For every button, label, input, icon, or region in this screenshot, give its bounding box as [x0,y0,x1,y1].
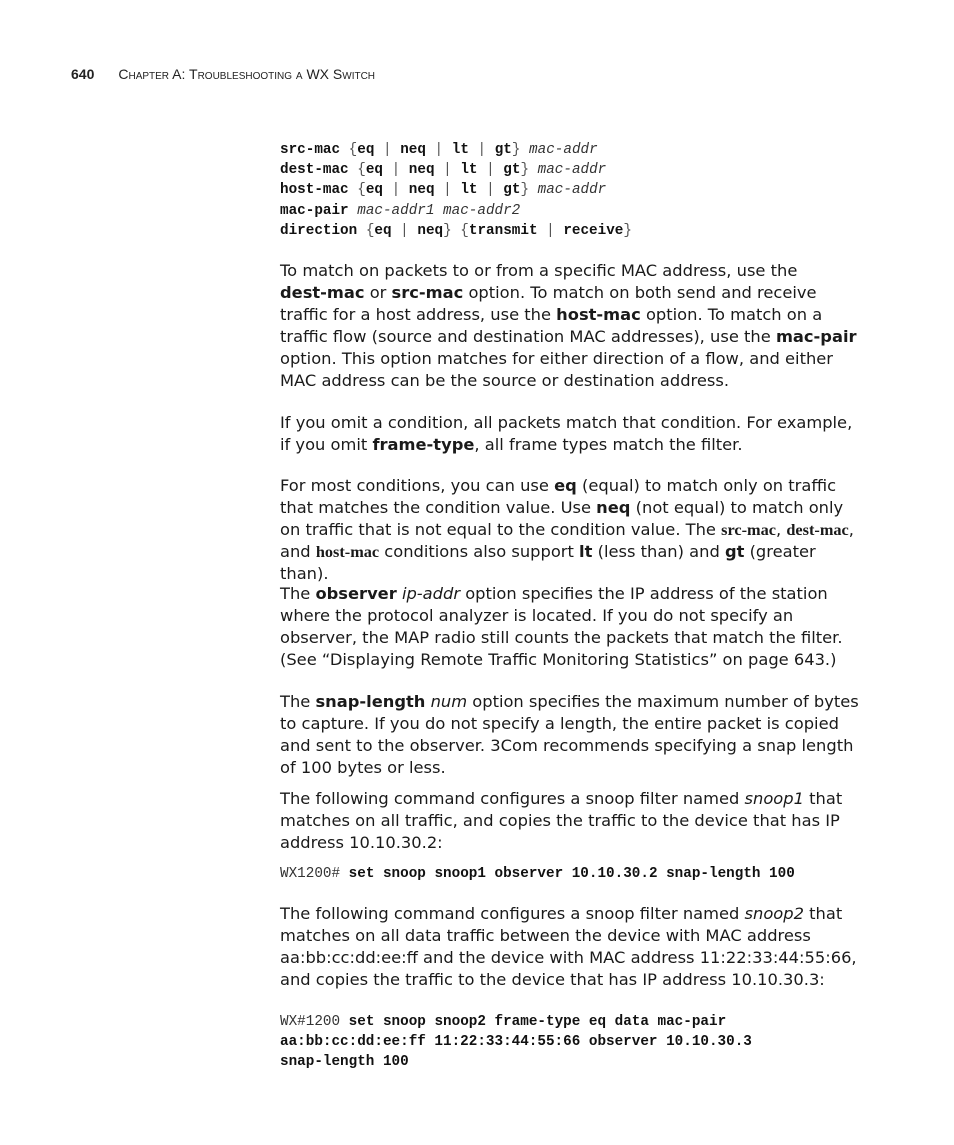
example1-code [280,864,795,884]
chapter-title: Chapter A: Troubleshooting a WX Switch [118,66,376,82]
example1-command: set snoop snoop1 observer 10.10.30.2 snap-length 100 [348,866,795,882]
example2-code [280,1012,752,1073]
syntax-line-dest-mac: dest-mac {eq | neq | lt | gt} mac-addr [280,162,607,179]
paragraph-snap-length: The snap-length num option specifies the maximum number of bytes to capture. If you do not specify a length, the entire packet is copied and sent to the observer. 3Com recommends specifying a snap length of 100 bytes or less. [280,692,859,777]
running-header [71,66,375,82]
paragraph-mac-options: To match on packets to or from a specific MAC address, use the dest-mac or src-mac option. To match on both send and receive traffic for a host address, use the host-mac option. To match on a traffic flow (source and destination MAC addresses), use the mac-pair option. This option matches for either direction of a flow, and either MAC address can be the source or destination address. [280,261,857,390]
paragraph-omit-condition: If you omit a condition, all packets match that condition. For example, if you omit frame-type, all frame types match the filter. [280,413,853,454]
paragraph-example2-intro: The following command configures a snoop filter named snoop2 that matches on all data traffic between the device with MAC address aa:bb:cc:dd:ee:ff and the device with MAC address 11:22:33:44:55:66, and copies the traffic to the device that has IP address 10.10.30.3: [280,904,857,989]
example2-line2: aa:bb:cc:dd:ee:ff 11:22:33:44:55:66 observer 10.10.30.3 [280,1034,752,1051]
example1-prompt: WX1200# [280,866,341,882]
syntax-block [280,140,632,241]
example2-line3: snap-length 100 [280,1054,409,1071]
example2-line1: set snoop snoop2 frame-type eq data mac-pair [348,1014,727,1030]
syntax-line-direction: direction {eq | neq} {transmit | receive} [280,222,632,239]
page-number: 640 [71,66,95,82]
paragraph-example1-intro: The following command configures a snoop filter named snoop1 that matches on all traffic, and copies the traffic to the device that has IP address 10.10.30.2: [280,789,843,852]
paragraph-operators: For most conditions, you can use eq (equal) to match only on traffic that matches the condition value. Use neq (not equal) to match only on traffic that is not equal to the condition value. The src-mac, dest-mac, and host-mac conditions also support lt (less than) and gt (greater than). [280,476,854,583]
syntax-line-mac-pair: mac-pair mac-addr1 mac-addr2 [280,202,521,219]
syntax-line-host-mac: host-mac {eq | neq | lt | gt} mac-addr [280,182,607,199]
example2-prompt: WX#1200 [280,1014,341,1030]
syntax-line-src-mac: src-mac {eq | neq | lt | gt} mac-addr [280,142,598,158]
paragraph-observer: The observer ip-addr option specifies the IP address of the station where the protocol analyzer is located. If you do not specify an observer, the MAP radio still counts the packets that match the filter. (See “Displaying Remote Traffic Monitoring Statistics” on page 643.) [280,584,843,669]
